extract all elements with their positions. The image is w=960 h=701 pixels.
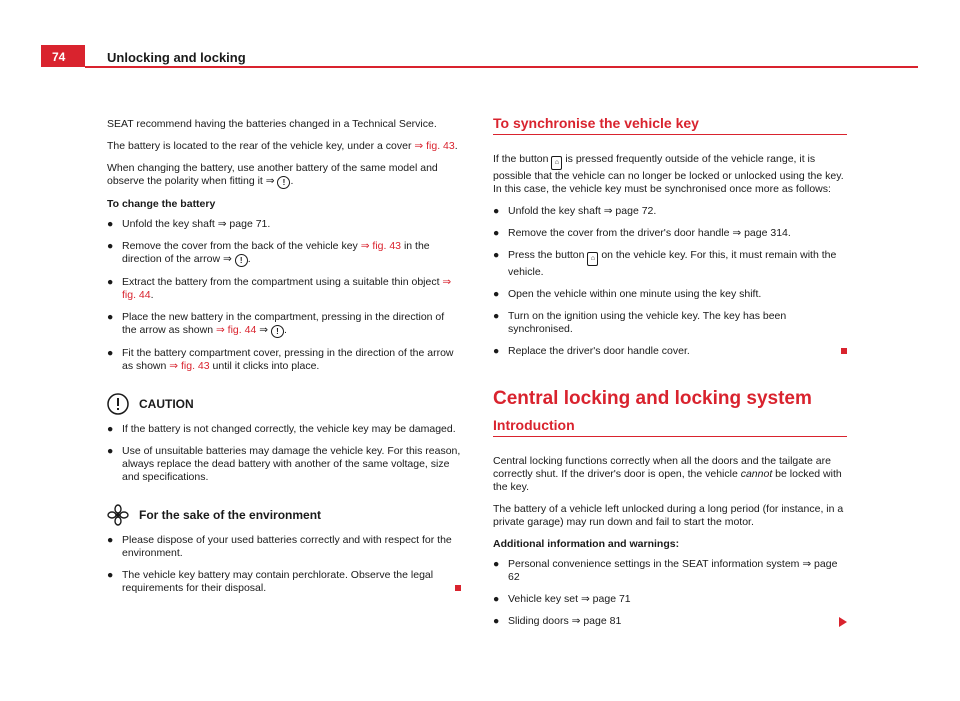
list-item: ● Place the new battery in the compartment, pressing in the direction of the arrow as shown ⇒ fig. 44 ⇒ ! . bbox=[107, 311, 445, 336]
chapter-title: Unlocking and locking bbox=[107, 50, 246, 65]
paragraph: If the button ⌂ is pressed frequently outside of the vehicle range, it is possible that the vehicle can no longer be locked or unlocked using the key. In this case, the vehicle key must be synchronised once more as follows: bbox=[493, 153, 844, 195]
list-item: ● Replace the driver's door handle cover. bbox=[493, 345, 847, 358]
paragraph: The battery is located to the rear of the vehicle key, under a cover ⇒ fig. 43. bbox=[107, 140, 458, 152]
section-end-mark bbox=[841, 348, 847, 354]
list-item: ● Sliding doors ⇒ page 81 bbox=[493, 615, 847, 628]
list-item: ● Please dispose of your used batteries correctly and with respect for the environment. bbox=[107, 534, 452, 559]
caution-ref-icon[interactable]: ! bbox=[235, 254, 248, 267]
section-title: Introduction bbox=[493, 419, 847, 437]
bullet-icon: ● bbox=[107, 240, 114, 252]
chapter-section-title: Central locking and locking system bbox=[493, 388, 812, 409]
list-item: ● Use of unsuitable batteries may damage the vehicle key. For this reason, always replace the dead battery with another of the same voltage, size and specifications. bbox=[107, 445, 461, 483]
figure-link[interactable]: ⇒ fig. 43 bbox=[169, 360, 210, 372]
list-item: ● Turn on the ignition using the vehicle key. The key has been synchronised. bbox=[493, 310, 787, 335]
paragraph: Central locking functions correctly when all the doors and the tailgate are correctly shut. If the driver's door is open, the vehicle cannot be locked with the key. bbox=[493, 455, 842, 493]
list-item: ● Remove the cover from the driver's door handle ⇒ page 314. bbox=[493, 227, 791, 239]
list-item: ● Unfold the key shaft ⇒ page 72. bbox=[493, 205, 657, 217]
bullet-icon: ● bbox=[493, 249, 500, 261]
bullet-icon: ● bbox=[493, 345, 500, 357]
caution-icon bbox=[107, 393, 129, 415]
list-item: ● Vehicle key set ⇒ page 71 bbox=[493, 593, 631, 605]
bullet-icon: ● bbox=[107, 534, 114, 546]
bullet-icon: ● bbox=[107, 569, 114, 581]
bullet-icon: ● bbox=[493, 205, 500, 217]
caution-ref-icon[interactable]: ! bbox=[277, 176, 290, 189]
list-item: ● The vehicle key battery may contain perchlorate. Observe the legal requirements for their disposal. bbox=[107, 569, 461, 595]
bullet-icon: ● bbox=[107, 445, 114, 457]
key-unlock-button-icon: ⌂ bbox=[551, 156, 562, 170]
bullet-icon: ● bbox=[493, 288, 500, 300]
caution-ref-icon[interactable]: ! bbox=[271, 325, 284, 338]
figure-link[interactable]: ⇒ fig. 43 bbox=[360, 240, 402, 252]
bullet-icon: ● bbox=[493, 615, 500, 627]
section-end-mark bbox=[455, 585, 461, 591]
list-item: ● Fit the battery compartment cover, pressing in the direction of the arrow as shown ⇒ fig. 43 until it clicks into place. bbox=[107, 347, 454, 372]
bullet-icon: ● bbox=[107, 423, 114, 435]
right-column bbox=[493, 117, 847, 637]
subheading: To change the battery bbox=[107, 198, 216, 210]
figure-link[interactable]: ⇒ fig. 44 bbox=[215, 324, 257, 336]
environment-flower-icon bbox=[107, 504, 129, 526]
bullet-icon: ● bbox=[107, 311, 114, 323]
left-column bbox=[107, 118, 461, 604]
continue-arrow-icon bbox=[839, 617, 847, 627]
page-number: 74 bbox=[52, 50, 66, 64]
bullet-icon: ● bbox=[493, 310, 500, 322]
list-item: ● Remove the cover from the back of the vehicle key ⇒ fig. 43 in the direction of the arrow ⇒ ! . bbox=[107, 240, 430, 265]
list-item: ● If the battery is not changed correctly, the vehicle key may be damaged. bbox=[107, 423, 456, 435]
list-item: ● Open the vehicle within one minute using the key shift. bbox=[493, 288, 762, 300]
list-item: ● Unfold the key shaft ⇒ page 71. bbox=[107, 218, 271, 230]
bullet-icon: ● bbox=[493, 593, 500, 605]
key-unlock-button-icon: ⌂ bbox=[587, 252, 598, 266]
header-rule bbox=[85, 66, 918, 68]
bullet-icon: ● bbox=[107, 276, 114, 288]
section-title: To synchronise the vehicle key bbox=[493, 117, 847, 135]
list-item: ● Press the button ⌂ on the vehicle key. For this, it must remain with the vehicle. bbox=[493, 249, 837, 278]
caution-heading: CAUTION bbox=[107, 393, 461, 415]
paragraph: When changing the battery, use another battery of the same model and observe the polarity when fitting it ⇒ ! . bbox=[107, 162, 438, 187]
bullet-icon: ● bbox=[493, 227, 500, 239]
bullet-icon: ● bbox=[107, 347, 114, 359]
list-item: ● Extract the battery from the compartment using a suitable thin object ⇒ fig. 44. bbox=[107, 276, 452, 301]
bullet-icon: ● bbox=[493, 558, 500, 570]
subheading: Additional information and warnings: bbox=[493, 538, 680, 550]
bullet-icon: ● bbox=[107, 218, 114, 230]
figure-link[interactable]: ⇒ fig. 43 bbox=[414, 140, 455, 152]
environment-heading: For the sake of the environment bbox=[107, 504, 461, 526]
list-item: ● Personal convenience settings in the SEAT information system ⇒ page 62 bbox=[493, 558, 838, 583]
paragraph: The battery of a vehicle left unlocked during a long period (for instance, in a private garage) may run down and fail to start the motor. bbox=[493, 503, 844, 528]
paragraph: SEAT recommend having the batteries changed in a Technical Service. bbox=[107, 118, 437, 130]
figure-link[interactable]: ⇒ fig. 44 bbox=[122, 276, 452, 301]
